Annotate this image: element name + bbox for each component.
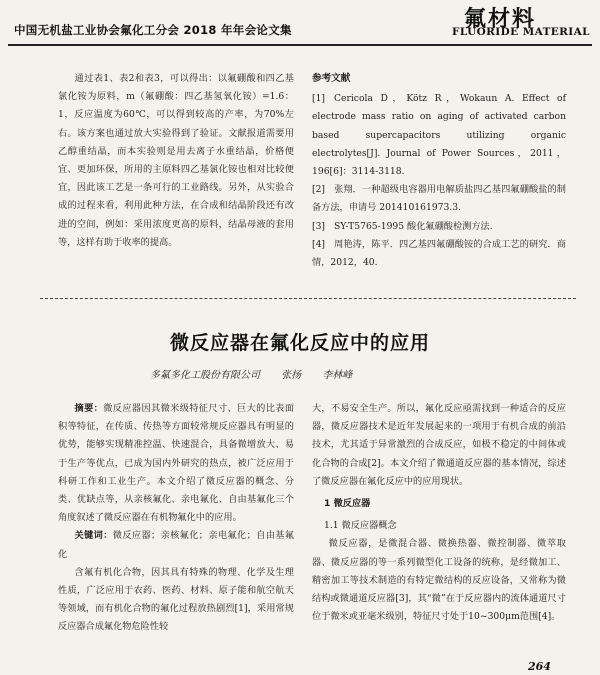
article-byline [150,366,470,381]
reference-item [312,218,566,236]
author-name: 李林峰 [322,370,353,381]
abstract-label: 摘要： [74,403,104,414]
section-heading: 1 微反应器 [324,498,371,510]
previous-article-conclusion [58,70,294,252]
keywords [58,527,294,563]
abstract-column [58,400,294,637]
article-separator [40,298,576,299]
header-rule [8,44,592,46]
reference-text: 周艳涛，陈平．四乙基四氟硼酸铵的合成工艺的研究．商情，2012，40. [312,238,566,269]
author-name: 张扬 [281,370,302,381]
intro-continuation: 大，不易安全生产。所以，氟化反应亟需找到一种适合的反应器，微反应器技术是近年发展起来的一项用于有机合成的前沿技术，尤其适于异常激烈的合成反应，如极不稳定的中间体或化合物的合成[2]。本文介绍了微通道反应器的基本情况，综述了微反应器在氟化反应中的应用现状。 [312,403,566,487]
references-heading: 参考文献 [312,73,351,84]
logo-chinese: 氟材料 [464,6,537,32]
reference-item [312,90,566,181]
page-number: 264 [528,660,551,673]
abstract [58,400,294,527]
reference-number: [4] [312,238,326,250]
section-paragraph: 微反应器，是微混合器、微换热器、微控制器、微萃取器、微反应器的等一系列微型化工设备的统称，是经微加工、精密加工等技术制造的有特定微结构的反应设备，又常称为微结构或微通道反应器[3]，其“微”在于反应器内的流体通道尺寸位于微米或亚毫米级别，特征尺寸处于10~300μm范围[4]。 [312,538,566,623]
header-title: 中国无机盐工业协会氟化工分会 2018 年年会论文集 [14,23,292,37]
keywords-label: 关键词： [74,530,113,542]
logo-english: FLUORIDE MATERIAL [452,26,590,38]
reference-number: [1] [312,93,326,105]
reference-number: [3] [312,220,326,232]
conclusion-paragraph: 通过表1、表2和表3，可以得出：以氟硼酸和四乙基氯化铵为原料，m（氟硼酸：四乙基氢氧化铵）=1.6：1，反应温度为60℃，可以得到较高的产率，为70%左右。该方案也通过放大实验得到了验证。文献报道需要用乙醇重结晶，而本实验则是用去离子水重结晶，价格便宜、更加环保，所用的主原料四乙基氯化铵也相对比较便宜，因此该工艺是一条可行的工业路线。另外，从实验合成的过程来看，利用此种方法，在合成和结晶阶段还有改进的空间，例如：采用浓度更高的原料，结晶母液的套用等，这样有助于收率的提高。 [58,73,294,248]
reference-number: [2] [312,184,326,196]
reference-text: SY-T5765-1995 酸化氟硼酸检测方法. [334,220,493,232]
abstract-text: 微反应器因其微米级特征尺寸、巨大的比表面积等特征，在传质、传热等方面较常规反应器具有明显的优势，能够实现精准控温、快速混合，具备微增放大、易于生产等优点，已成为国内外研究的热点，被广泛应用于科研工作和工业生产。本文介绍了微反应器的概念、分类、优缺点等，从亲核氟化、亲电氟化、自由基氟化三个角度叙述了微反应器在有机物氟化中的应用。 [58,403,295,524]
page-header [0,0,600,44]
reference-item [312,236,566,272]
reference-item [312,181,566,217]
author-affiliation: 多氟多化工股份有限公司 [150,370,260,381]
subsection-heading: 1.1 微反应器概念 [324,520,397,532]
journal-logo [452,2,592,42]
references-section [312,70,566,272]
reference-text: Cericola D，Kötz R，Wokaun A. Effect of electrode mass ratio on aging of activated carbon based supercapacitors utilizing organic electrolytes[J]. Journal of Power Sources，2011，196[6]：3114-3118. [312,93,566,178]
keywords-text: 微反应器；亲核氟化；亲电氟化；自由基氟化 [58,530,295,560]
reference-text: 张翔．一种超级电容器用电解质盐四乙基四氟硼酸盐的制备方法，申请号 201410161973.3. [312,184,566,214]
article-title: 微反应器在氟化反应中的应用 [169,332,430,354]
intro-paragraph: 含氟有机化合物，因其具有特殊的物理、化学及生理性质，广泛应用于农药、医药、材料、原子能和航空航天等领域，而有机化合物的氟化过程放热剧烈[1]，采用常规反应器合成氟化物危险性较 [58,566,294,633]
body-column [312,400,566,626]
